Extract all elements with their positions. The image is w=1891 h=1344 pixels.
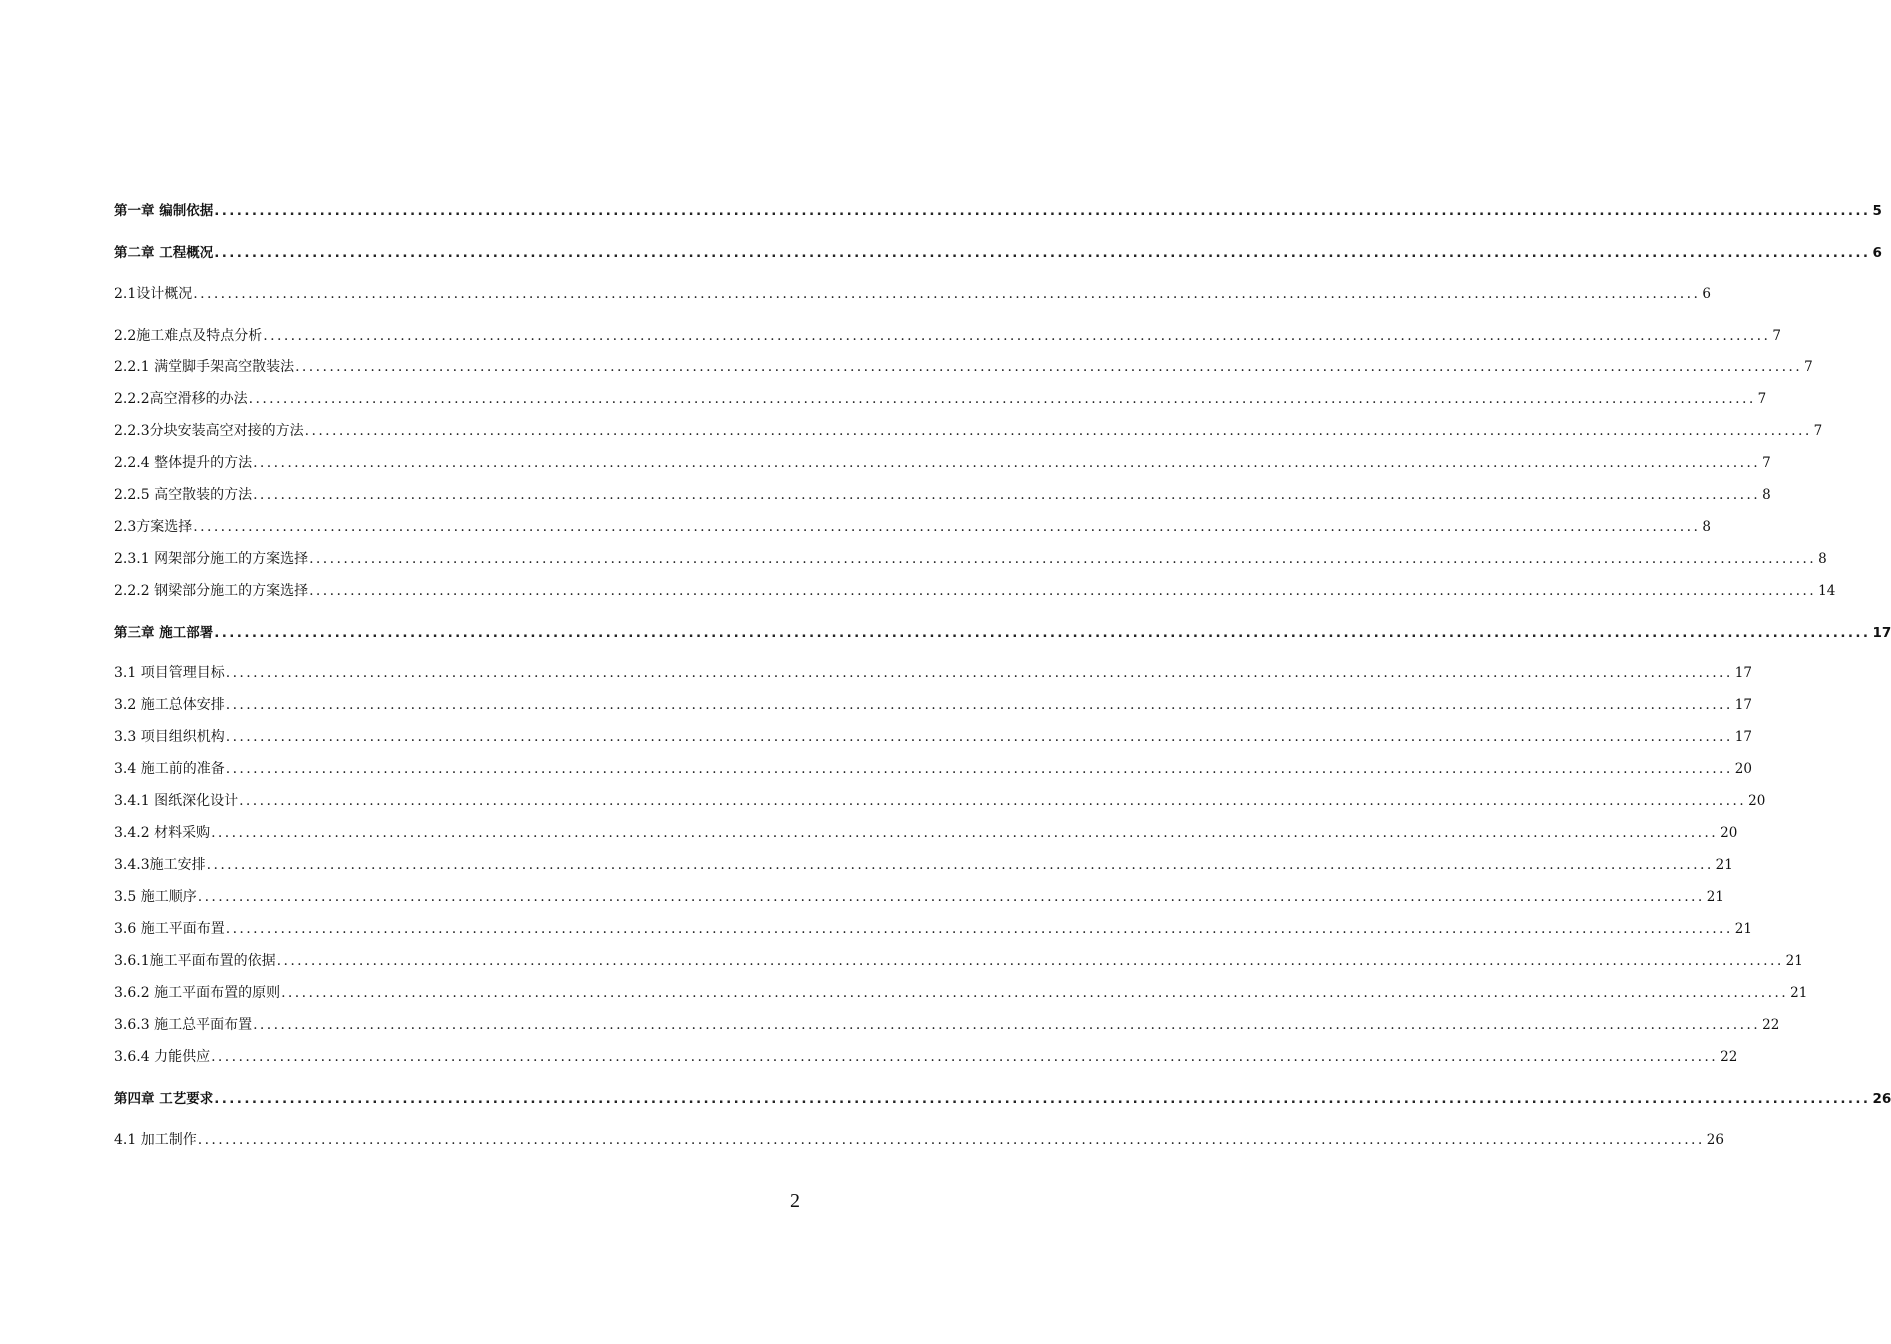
toc-dot-leader: ............................................................................................................................................................................................................................ [225,665,1733,681]
toc-entry-page: 8 [1702,519,1711,535]
toc-entry-title: 2.2施工难点及特点分析 [114,328,263,344]
toc-entry-title: 3.2 施工总体安排 [114,697,225,713]
toc-entry-page: 22 [1720,1049,1738,1065]
toc-section-entry[interactable] [114,791,1766,811]
toc-entry-page: 14 [1818,583,1836,599]
toc-dot-leader: ............................................................................................................................................................................................................................ [309,583,1817,599]
toc-section-entry[interactable] [114,517,1711,537]
toc-section-entry[interactable] [114,389,1767,409]
toc-dot-leader: ............................................................................................................................................................................................................................ [214,1091,1871,1107]
toc-dot-leader: ............................................................................................................................................................................................................................ [197,1132,1705,1148]
toc-entry-page: 21 [1785,953,1803,969]
toc-entry-page: 26 [1706,1132,1724,1148]
toc-entry-title: 3.6 施工平面布置 [114,921,225,937]
toc-entry-title: 2.3.1 网架部分施工的方案选择 [114,551,309,567]
toc-entry-title: 2.2.4 整体提升的方法 [114,455,253,471]
toc-entry-title: 3.4.2 材料采购 [114,825,211,841]
toc-entry-page: 21 [1734,921,1752,937]
toc-section-entry[interactable] [114,951,1803,971]
toc-section-entry[interactable] [114,357,1813,377]
toc-entry-page: 17 [1872,625,1891,641]
toc-entry-title: 第二章 工程概况 [114,245,214,261]
toc-entry-title: 2.2.2 钢梁部分施工的方案选择 [114,583,309,599]
toc-dot-leader: ............................................................................................................................................................................................................................ [253,487,1761,503]
toc-chapter-entry[interactable] [114,243,1882,263]
toc-dot-leader: ............................................................................................................................................................................................................................ [295,359,1803,375]
toc-entry-page: 7 [1813,423,1823,439]
toc-dot-leader: ............................................................................................................................................................................................................................ [281,985,1789,1001]
toc-dot-leader: ............................................................................................................................................................................................................................ [248,391,1756,407]
toc-section-entry[interactable] [114,663,1752,683]
toc-dot-leader: ............................................................................................................................................................................................................................ [214,625,1871,641]
toc-entry-title: 2.2.2高空滑移的办法 [114,391,248,407]
toc-dot-leader: ............................................................................................................................................................................................................................ [239,793,1747,809]
toc-entry-page: 6 [1702,286,1711,302]
toc-section-entry[interactable] [114,421,1823,441]
toc-dot-leader: ............................................................................................................................................................................................................................ [214,203,1871,219]
toc-chapter-entry[interactable] [114,1089,1891,1109]
toc-entry-title: 3.6.2 施工平面布置的原则 [114,985,281,1001]
toc-entry-page: 21 [1715,857,1733,873]
toc-entry-page: 7 [1762,455,1771,471]
toc-entry-page: 21 [1706,889,1724,905]
toc-entry-page: 17 [1734,697,1752,713]
toc-entry-page: 7 [1772,328,1781,344]
toc-entry-title: 2.3方案选择 [114,519,193,535]
toc-entry-title: 3.6.4 力能供应 [114,1049,211,1065]
toc-dot-leader: ............................................................................................................................................................................................................................ [276,953,1784,969]
toc-entry-page: 20 [1734,761,1752,777]
toc-entry-page: 17 [1734,665,1752,681]
toc-entry-page: 17 [1734,729,1752,745]
toc-entry-page: 7 [1757,391,1767,407]
toc-entry-title: 2.1设计概况 [114,286,193,302]
toc-dot-leader: ............................................................................................................................................................................................................................ [211,825,1719,841]
toc-dot-leader: ............................................................................................................................................................................................................................ [211,1049,1719,1065]
toc-entry-title: 第四章 工艺要求 [114,1091,214,1107]
toc-dot-leader: ............................................................................................................................................................................................................................ [253,455,1761,471]
toc-section-entry[interactable] [114,284,1711,304]
toc-section-entry[interactable] [114,549,1827,569]
toc-dot-leader: ............................................................................................................................................................................................................................ [263,328,1771,344]
toc-dot-leader: ............................................................................................................................................................................................................................ [225,761,1733,777]
toc-dot-leader: ............................................................................................................................................................................................................................ [225,729,1733,745]
toc-entry-title: 2.2.1 满堂脚手架高空散装法 [114,359,295,375]
toc-section-entry[interactable] [114,727,1752,747]
toc-section-entry[interactable] [114,1130,1724,1150]
toc-section-entry[interactable] [114,823,1738,843]
toc-entry-page: 6 [1872,245,1882,261]
toc-entry-title: 3.4.3施工安排 [114,857,206,873]
toc-entry-page: 8 [1762,487,1771,503]
toc-section-entry[interactable] [114,855,1733,875]
toc-entry-title: 3.4 施工前的准备 [114,761,225,777]
toc-dot-leader: ............................................................................................................................................................................................................................ [214,245,1871,261]
toc-entry-page: 20 [1748,793,1766,809]
toc-entry-title: 3.5 施工顺序 [114,889,197,905]
toc-section-entry[interactable] [114,1047,1738,1067]
toc-section-entry[interactable] [114,453,1771,473]
toc-entry-page: 20 [1720,825,1738,841]
toc-entry-title: 3.3 项目组织机构 [114,729,225,745]
toc-dot-leader: ............................................................................................................................................................................................................................ [304,423,1812,439]
toc-section-entry[interactable] [114,887,1724,907]
toc-dot-leader: ............................................................................................................................................................................................................................ [253,1017,1761,1033]
toc-dot-leader: ............................................................................................................................................................................................................................ [225,921,1733,937]
toc-entry-page: 26 [1872,1091,1891,1107]
toc-entry-page: 21 [1790,985,1808,1001]
toc-section-entry[interactable] [114,1015,1780,1035]
toc-dot-leader: ............................................................................................................................................................................................................................ [225,697,1733,713]
toc-entry-page: 5 [1872,203,1882,219]
toc-entry-title: 第三章 施工部署 [114,625,214,641]
toc-entry-title: 2.2.3分块安装高空对接的方法 [114,423,304,439]
toc-entry-page: 8 [1818,551,1827,567]
toc-entry-page: 22 [1762,1017,1780,1033]
toc-chapter-entry[interactable] [114,623,1891,643]
toc-dot-leader: ............................................................................................................................................................................................................................ [193,286,1701,302]
page-number: 2 [790,1190,800,1212]
toc-entry-title: 3.6.1施工平面布置的依据 [114,953,276,969]
toc-section-entry[interactable] [114,695,1752,715]
toc-section-entry[interactable] [114,919,1752,939]
toc-dot-leader: ............................................................................................................................................................................................................................ [206,857,1714,873]
toc-entry-title: 3.1 项目管理目标 [114,665,225,681]
toc-dot-leader: ............................................................................................................................................................................................................................ [197,889,1705,905]
toc-entry-title: 2.2.5 高空散装的方法 [114,487,253,503]
toc-entry-title: 3.4.1 图纸深化设计 [114,793,239,809]
toc-entry-page: 7 [1804,359,1813,375]
toc-section-entry[interactable] [114,581,1836,601]
toc-section-entry[interactable] [114,326,1781,346]
toc-section-entry[interactable] [114,485,1771,505]
toc-entry-title: 第一章 编制依据 [114,203,214,219]
toc-chapter-entry[interactable] [114,201,1882,221]
toc-dot-leader: ............................................................................................................................................................................................................................ [193,519,1701,535]
toc-entry-title: 3.6.3 施工总平面布置 [114,1017,253,1033]
toc-entry-title: 4.1 加工制作 [114,1132,197,1148]
toc-section-entry[interactable] [114,759,1752,779]
toc-section-entry[interactable] [114,983,1808,1003]
toc-dot-leader: ............................................................................................................................................................................................................................ [309,551,1817,567]
